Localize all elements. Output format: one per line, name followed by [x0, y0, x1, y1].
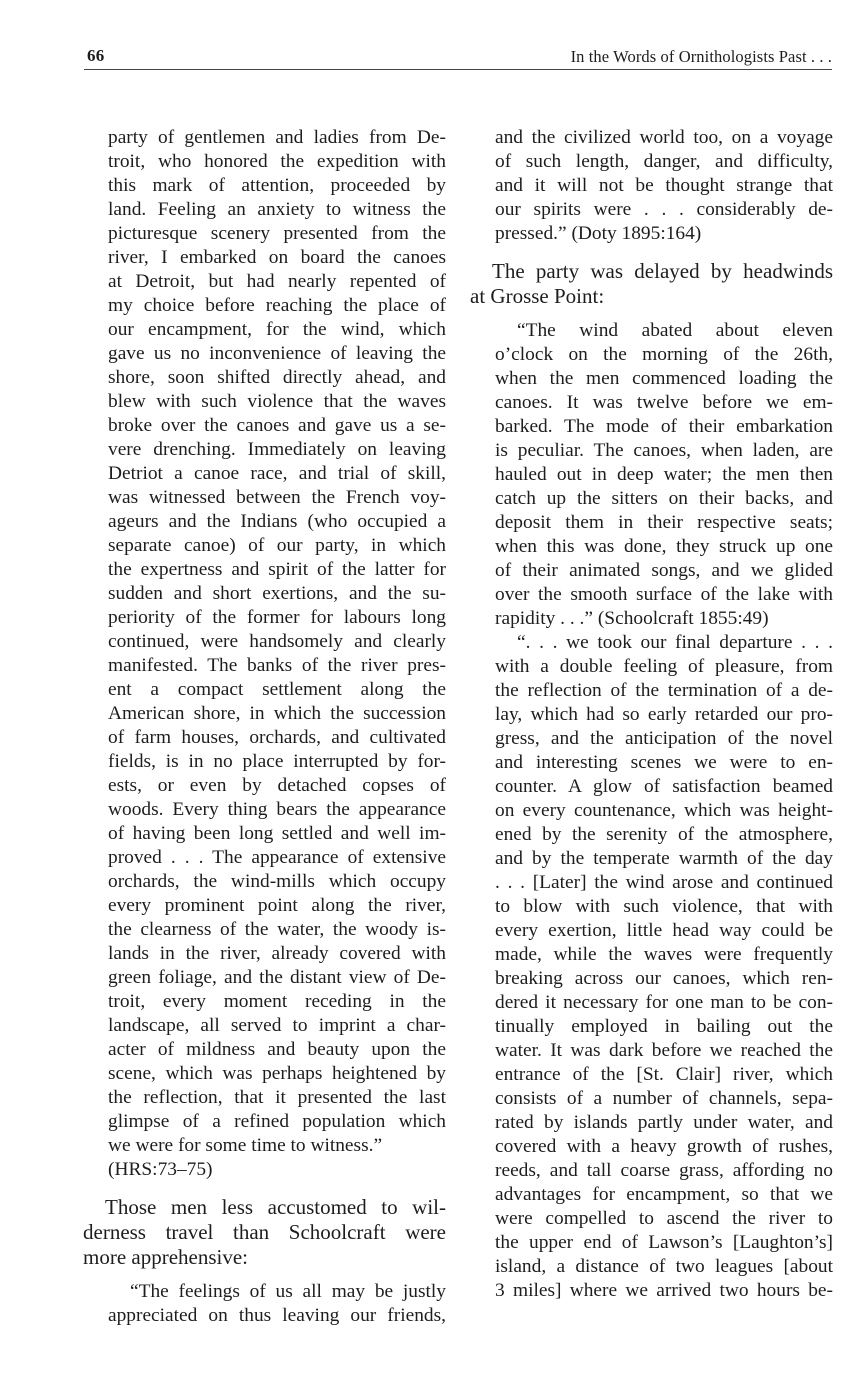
text-line: counter. A glow of satisfaction beamed: [495, 776, 833, 797]
text-line: island, a distance of two leagues [about: [495, 1256, 833, 1277]
text-line: o’clock on the morning of the 26th,: [495, 344, 833, 365]
body-paragraph-apprehensive: [83, 1195, 446, 1270]
text-line: at Detroit, but had nearly repented of: [108, 271, 446, 292]
text-line: pressed.” (Doty 1895:164): [495, 223, 702, 244]
text-line: our encampment, for the wind, which: [108, 319, 446, 340]
quote-block-schoolcraft: [470, 319, 833, 631]
text-line: scene, which was perhaps heightened by: [108, 1063, 446, 1084]
text-line: blew with such violence that the waves: [108, 391, 446, 412]
text-line: ent a compact settlement along the: [108, 679, 446, 700]
text-line: were compelled to ascend the river to: [495, 1208, 833, 1229]
text-line: was witnessed between the French voy-: [108, 487, 446, 508]
text-line: every exertion, little head way could be: [495, 920, 833, 941]
text-line: gress, and the anticipation of the novel: [495, 728, 833, 749]
quote-block-departure: [470, 631, 833, 1303]
text-line: manifested. The banks of the river pres-: [108, 655, 446, 676]
text-line: dered it necessary for one man to be con-: [495, 992, 833, 1013]
text-line: we were for some time to witness.”: [108, 1135, 383, 1156]
text-line: covered with a heavy growth of rushes,: [495, 1136, 833, 1157]
text-line: and by the temperate warmth of the day: [495, 848, 833, 869]
text-line: Detriot a canoe race, and trial of skill,: [108, 463, 446, 484]
text-line: picturesque scenery presented from the: [108, 223, 446, 244]
text-line: party of gentlemen and ladies from De-: [108, 127, 446, 148]
text-line: vere drenching. Immediately on leaving: [108, 439, 446, 460]
text-line: rapidity . . .” (Schoolcraft 1855:49): [495, 608, 769, 629]
text-line: lands in the river, already covered with: [108, 943, 446, 964]
text-line: the reflection of the termination of a de-: [495, 680, 833, 701]
text-line: my choice before reaching the place of: [108, 295, 446, 316]
text-line: proved . . . The appearance of extensive: [108, 847, 446, 868]
text-line: every prominent point along the river,: [108, 895, 446, 916]
running-head-title: In the Words of Ornithologists Past . . .: [570, 47, 832, 66]
text-line: acter of mildness and beauty upon the: [108, 1039, 446, 1060]
text-line: the expertness and spirit of the latter for: [108, 559, 446, 580]
text-line: water. It was dark before we reached the: [495, 1040, 833, 1061]
text-line: over the smooth surface of the lake with: [495, 584, 833, 605]
text-line: ened by the serenity of the atmosphere,: [495, 824, 833, 845]
text-line: troit, who honored the expedition with: [108, 151, 446, 172]
text-line: continued, were handsomely and clearly: [108, 631, 446, 652]
quote-block-doty-continued: [470, 126, 833, 246]
text-line: derness travel than Schoolcraft were: [83, 1220, 446, 1244]
text-line: entrance of the [St. Clair] river, which: [495, 1064, 833, 1085]
text-line: orchards, the wind-mills which occupy: [108, 871, 446, 892]
text-line: glimpse of a refined population which: [108, 1111, 446, 1132]
text-line: fields, is in no place interrupted by for-: [108, 751, 446, 772]
text-line: appreciated on thus leaving our friends,: [108, 1305, 446, 1326]
text-line: gave us no inconvenience of leaving the: [108, 343, 446, 364]
text-line: of farm houses, orchards, and cultivated: [108, 727, 446, 748]
text-line: deposit them in their respective seats;: [495, 512, 833, 533]
text-line: our spirits were . . . considerably de-: [495, 199, 833, 220]
text-line: breaking across our canoes, which ren-: [495, 968, 833, 989]
text-line: when this was done, they struck up one: [495, 536, 833, 557]
text-line: on every countenance, which was height-: [495, 800, 833, 821]
text-line: separate canoe) of our party, in which: [108, 535, 446, 556]
running-header: [84, 44, 832, 70]
text-line: reeds, and tall coarse grass, affording no: [495, 1160, 833, 1181]
text-line: river, I embarked on board the canoes: [108, 247, 446, 268]
text-line: American shore, in which the succession: [108, 703, 446, 724]
text-line: Those men less accustomed to wil-: [105, 1195, 446, 1219]
text-line: the upper end of Lawson’s [Laughton’s]: [495, 1232, 833, 1253]
text-line: shore, soon shifted directly ahead, and: [108, 367, 446, 388]
body-paragraph-headwinds: [470, 259, 833, 309]
text-line: advantages for encampment, so that we: [495, 1184, 833, 1205]
text-line: periority of the former for labours long: [108, 607, 446, 628]
text-line: (HRS:73–75): [108, 1159, 213, 1180]
text-line: ests, or even by detached copses of: [108, 775, 446, 796]
left-column: [83, 126, 446, 1328]
text-line: and interesting scenes we were to en-: [495, 752, 833, 773]
text-line: landscape, all served to imprint a char-: [108, 1015, 446, 1036]
text-line: when the men commenced loading the: [495, 368, 833, 389]
text-line: barked. The mode of their embarkation: [495, 416, 833, 437]
page-number: 66: [87, 46, 105, 65]
right-column: [470, 126, 833, 1303]
text-line: this mark of attention, proceeded by: [108, 175, 446, 196]
text-line: land. Feeling an anxiety to witness the: [108, 199, 446, 220]
text-line: 3 miles] where we arrived two hours be-: [495, 1280, 833, 1301]
text-line: the reflection, that it presented the last: [108, 1087, 446, 1108]
quote-block-hrs: [83, 126, 446, 1182]
text-line: hauled out in deep water; the men then: [495, 464, 833, 485]
text-line: troit, every moment receding in the: [108, 991, 446, 1012]
text-line: made, while the waves were frequently: [495, 944, 833, 965]
text-line: ageurs and the Indians (who occupied a: [108, 511, 446, 532]
text-line: of having been long settled and well im-: [108, 823, 446, 844]
text-line: green foliage, and the distant view of De-: [108, 967, 446, 988]
text-line: catch up the sitters on their backs, and: [495, 488, 833, 509]
text-line: sudden and short exertions, and the su-: [108, 583, 446, 604]
text-line: . . . [Later] the wind arose and continued: [495, 872, 833, 893]
text-line: more apprehensive:: [83, 1245, 249, 1269]
text-line: broke over the canoes and gave us a se-: [108, 415, 446, 436]
text-line: the clearness of the water, the woody is-: [108, 919, 446, 940]
text-line: at Grosse Point:: [470, 284, 605, 308]
text-line: and it will not be thought strange that: [495, 175, 833, 196]
text-line: rated by islands partly under water, and: [495, 1112, 833, 1133]
text-line: and the civilized world too, on a voyage: [495, 127, 833, 148]
text-line: “The wind abated about eleven: [517, 320, 833, 341]
text-line: tinually employed in bailing out the: [495, 1016, 833, 1037]
text-line: woods. Every thing bears the appearance: [108, 799, 446, 820]
text-line: lay, which had so early retarded our pro-: [495, 704, 833, 725]
text-line: “The feelings of us all may be justly: [130, 1281, 446, 1302]
text-line: is peculiar. The canoes, when laden, are: [495, 440, 833, 461]
text-line: of their animated songs, and we glided: [495, 560, 833, 581]
text-line: with a double feeling of pleasure, from: [495, 656, 833, 677]
text-line: of such length, danger, and difficulty,: [495, 151, 833, 172]
text-line: to blow with such violence, that with: [495, 896, 833, 917]
text-line: “. . . we took our final departure . . .: [517, 632, 833, 653]
text-line: canoes. It was twelve before we em-: [495, 392, 833, 413]
text-line: consists of a number of channels, sepa-: [495, 1088, 833, 1109]
quote-block-doty: [83, 1280, 446, 1328]
text-line: The party was delayed by headwinds: [492, 259, 833, 283]
